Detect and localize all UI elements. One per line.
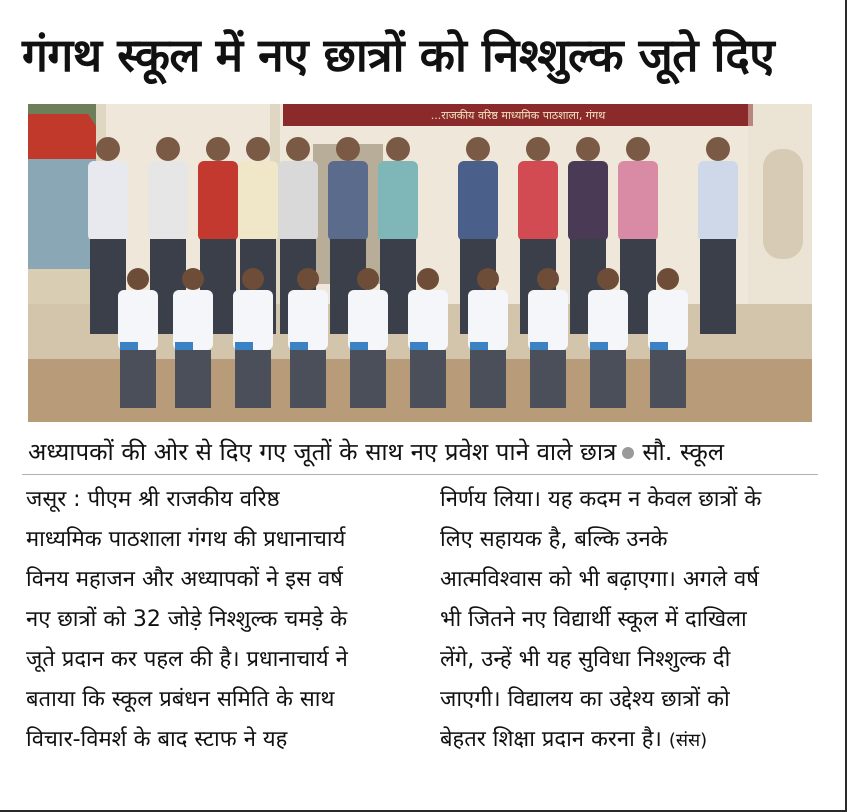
group-photo — [28, 104, 812, 422]
article-column-right — [440, 480, 824, 760]
article-line: जसूर : पीएम श्री राजकीय वरिष्ठ — [26, 487, 280, 512]
article-last-line — [440, 720, 824, 760]
caption-text: अध्यापकों की ओर से दिए गए जूतों के साथ नए प्रवेश पाने वाले छात्र — [28, 438, 617, 466]
article-line: लिए सहायक है, बल्कि उनके — [440, 527, 668, 552]
article-line: बताया कि स्कूल प्रबंधन समिति के साथ — [26, 687, 335, 712]
article-line: आत्मविश्वास को भी बढ़ाएगा। अगले वर्ष — [440, 567, 759, 592]
photo-caption — [28, 432, 818, 472]
article-line: भी जितने नए विद्यार्थी स्कूल में दाखिला — [440, 607, 747, 632]
photo-credit: सौ. स्कूल — [642, 438, 725, 466]
article-column-left — [26, 480, 410, 760]
article-line: लेंगे, उन्हें भी यह सुविधा निश्शुल्क दी — [440, 647, 731, 672]
reporter-credit: (संस) — [668, 730, 708, 751]
bullet-dot-icon — [622, 447, 634, 459]
article-line: विचार-विमर्श के बाद स्टाफ ने यह — [26, 727, 288, 752]
article-line: जूते प्रदान कर पहल की है। प्रधानाचार्य ने — [26, 647, 348, 672]
article-line: विनय महाजन और अध्यापकों ने इस वर्ष — [26, 567, 343, 592]
article-line: नए छात्रों को 32 जोड़े निश्शुल्क चमड़े के — [26, 607, 348, 632]
article-last-text: बेहतर शिक्षा प्रदान करना है। — [440, 727, 662, 752]
banner-text: ...राजकीय वरिष्ठ माध्यमिक पाठशाला, गंगथ — [430, 109, 606, 122]
headline: गंगथ स्कूल में नए छात्रों को निश्शुल्क जूते दिए — [22, 28, 775, 82]
divider — [22, 474, 818, 475]
standing-person — [698, 137, 738, 334]
article-line: निर्णय लिया। यह कदम न केवल छात्रों के — [440, 487, 762, 512]
group-photo-image — [28, 104, 812, 422]
article-line: जाएगी। विद्यालय का उद्देश्य छात्रों को — [440, 687, 730, 712]
article-line: माध्यमिक पाठशाला गंगथ की प्रधानाचार्य — [26, 527, 346, 552]
